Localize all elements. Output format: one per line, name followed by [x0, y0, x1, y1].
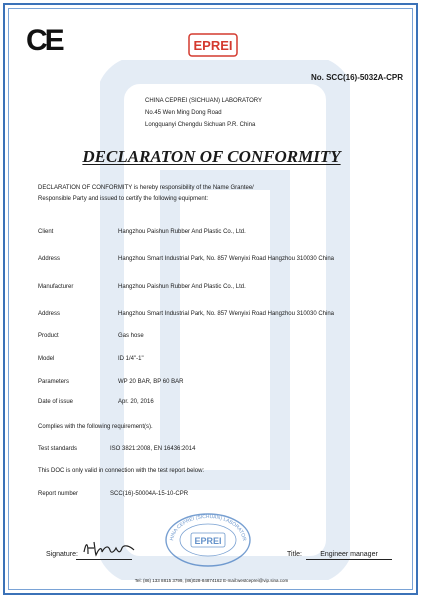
- document-title: DECLARATON OF CONFORMITY: [82, 147, 341, 166]
- official-stamp: [163, 510, 253, 568]
- field-value-manufacturer: Hangzhou Paishun Rubber And Plastic Co., Ltd.: [118, 284, 246, 290]
- field-label-address: Address: [38, 256, 61, 262]
- test-standards-value: ISO 3821:2008, EN 16436:2014: [110, 446, 196, 452]
- field-value-product: Gas hose: [118, 333, 144, 339]
- validity-text: This DOC is only valid in connection with the test report below:: [38, 468, 205, 474]
- lab-name: CHINA CEPREI (SICHUAN) LABORATORY: [145, 98, 263, 104]
- field-value-address: Hangzhou Smart Industrial Park, No. 857 Wenyixi Road Hangzhou 310030 China: [118, 256, 335, 262]
- lab-address-line2: Longquanyi Chengdu Sichuan P.R. China: [145, 122, 256, 128]
- svg-text:EPREI: EPREI: [194, 536, 222, 546]
- field-value-parameters: WP 20 BAR, BP 60 BAR: [118, 379, 184, 385]
- intro-text: [38, 183, 388, 205]
- title-value: Engineer manager: [306, 551, 392, 560]
- svg-text:EPREI: EPREI: [193, 38, 233, 53]
- lab-address-line1: No.45 Wen Ming Dong Road: [145, 110, 222, 116]
- field-label-parameters: Parameters: [38, 379, 70, 385]
- ceprei-logo: [188, 33, 238, 57]
- signature-line: [76, 559, 132, 560]
- field-label-model: Model: [38, 356, 55, 362]
- lab-info: [145, 95, 262, 131]
- field-value-client: Hangzhou Paishun Rubber And Plastic Co., Ltd.: [118, 229, 246, 235]
- watermark-logo: [100, 60, 350, 580]
- field-label-client: Client: [38, 229, 54, 235]
- svg-text:CHINA CEPREI (SICHUAN) LABORAT: HINA CEPREI (SICHUAN) LABORATOR: [169, 513, 248, 542]
- field-label-manufacturer-address: Address: [38, 311, 61, 317]
- complies-text: Complies with the following requirement(s).: [38, 424, 153, 430]
- report-number-value: SCC(16)-50004A-15-10-CPR: [110, 491, 189, 497]
- ce-mark: CE: [26, 24, 62, 57]
- footer-contact: Tel: (86) 133 8815 3799, (86)028-84874162 E-mail:westceprei@vip.sina.com: [134, 578, 289, 583]
- signature-scrawl: [80, 538, 140, 560]
- intro-line2: Responsible Party and issued to certify the following equipment:: [38, 196, 209, 202]
- field-label-manufacturer: Manufacturer: [38, 284, 74, 290]
- test-standards-label: Test standards: [38, 446, 78, 452]
- field-label-product: Product: [38, 333, 59, 339]
- field-value-manufacturer-address: Hangzhou Smart Industrial Park, No. 857 Wenyixi Road Hangzhou 310030 China: [118, 311, 335, 317]
- report-number-label: Report number: [38, 491, 79, 497]
- field-label-date-of-issue: Date of issue: [38, 399, 74, 405]
- field-value-model: ID 1/4"-1": [118, 356, 144, 362]
- certificate-number: No. SCC(16)-5032A-CPR: [310, 73, 403, 82]
- signature-label: Signature:: [46, 551, 78, 558]
- title-label: Title:: [287, 551, 302, 558]
- intro-line1: DECLARATION OF CONFORMITY is hereby responsibility of the Name Grantee/: [38, 185, 254, 191]
- field-value-date-of-issue: Apr. 20, 2016: [118, 399, 154, 405]
